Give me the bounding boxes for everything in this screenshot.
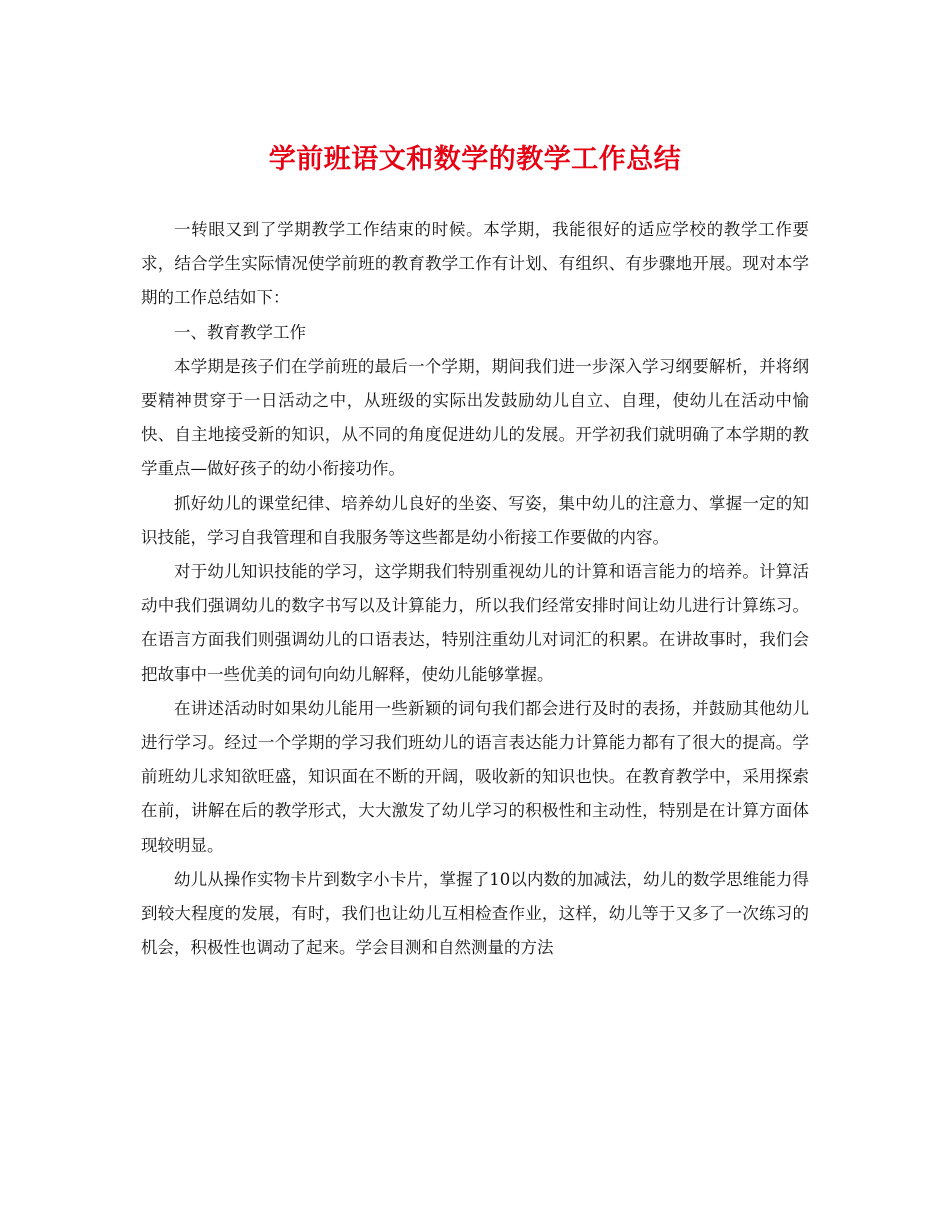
paragraph: 本学期是孩子们在学前班的最后一个学期，期间我们进一步深入学习纲要解析，并将纲要精神贯穿于一日活动之中，从班级的实际出发鼓励幼儿自立、自理，使幼儿在活动中愉快、自主地接受新的知识，从不同的角度促进幼儿的发展。开学初我们就明确了本学期的教学重点—做好孩子的幼小衔接功作。 (141, 356, 809, 479)
paragraph: 幼儿从操作实物卡片到数字小卡片，掌握了10以内数的加减法，幼儿的数学思维能力得到较大程度的发展，有时，我们也让幼儿互相检查作业，这样，幼儿等于又多了一次练习的机会，积极性也调动了起来。学会目测和自然测量的方法 (141, 869, 809, 958)
paragraph-intro: 一转眼又到了学期教学工作结束的时候。本学期，我能很好的适应学校的教学工作要求，结合学生实际情况使学前班的教育教学工作有计划、有组织、有步骤地开展。现对本学期的工作总结如下： (141, 220, 809, 308)
document-body (141, 213, 809, 965)
paragraph: 对于幼儿知识技能的学习，这学期我们特别重视幼儿的计算和语言能力的培养。计算活动中我们强调幼儿的数字书写以及计算能力，所以我们经常安排时间让幼儿进行计算练习。在语言方面我们则强调幼儿的口语表达，特别注重幼儿对词汇的积累。在讲故事时，我们会把故事中一些优美的词句向幼儿解释，使幼儿能够掌握。 (141, 562, 809, 684)
document-title: 学前班语文和数学的教学工作总结 (268, 144, 682, 175)
paragraph: 在讲述活动时如果幼儿能用一些新颖的词句我们都会进行及时的表扬，并鼓励其他幼儿进行学习。经过一个学期的学习我们班幼儿的语言表达能力计算能力都有了很大的提高。学前班幼儿求知欲旺盛，知识面在不断的开阔，吸收新的知识也快。在教育教学中，采用探索在前，讲解在后的教学形式，大大激发了幼儿学习的积极性和主动性，特别是在计算方面体现较明显。 (141, 698, 809, 855)
paragraph: 抓好幼儿的课堂纪律、培养幼儿良好的坐姿、写姿，集中幼儿的注意力、掌握一定的知识技能，学习自我管理和自我服务等这些都是幼小衔接工作要做的内容。 (141, 493, 809, 547)
section-heading: 一、教育教学工作 (174, 322, 306, 342)
